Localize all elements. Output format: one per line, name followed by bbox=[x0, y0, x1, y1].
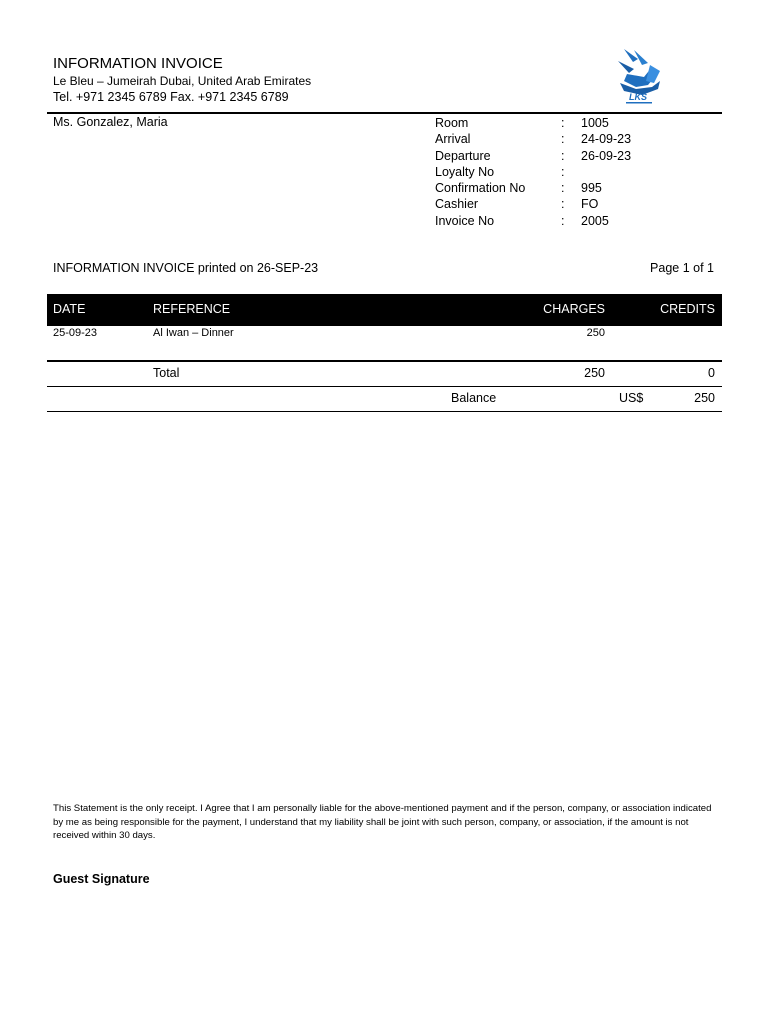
page-number: Page 1 of 1 bbox=[650, 261, 714, 275]
stay-details bbox=[435, 115, 631, 229]
detail-value: 26-09-23 bbox=[581, 148, 632, 163]
column-header-charges: CHARGES bbox=[543, 302, 605, 316]
detail-value: FO bbox=[581, 197, 599, 212]
table-row bbox=[47, 327, 722, 343]
detail-label: Invoice No bbox=[435, 213, 495, 228]
invoice-title: INFORMATION INVOICE bbox=[53, 55, 223, 72]
detail-cashier bbox=[435, 196, 631, 212]
column-header-date: DATE bbox=[53, 302, 86, 316]
detail-label: Loyalty No bbox=[435, 164, 495, 179]
guest-name: Ms. Gonzalez, Maria bbox=[53, 115, 168, 129]
detail-loyalty bbox=[435, 164, 631, 180]
detail-value: 1005 bbox=[581, 116, 609, 130]
balance-divider bbox=[47, 386, 722, 387]
detail-value: 24-09-23 bbox=[581, 132, 632, 147]
hotel-address: Le Bleu – Jumeirah Dubai, United Arab Emirates bbox=[53, 74, 312, 88]
total-row bbox=[47, 366, 722, 384]
hotel-contact: Tel. +971 2345 6789 Fax. +971 2345 6789 bbox=[53, 90, 289, 104]
total-divider bbox=[47, 360, 722, 362]
row-reference: Al Iwan – Dinner bbox=[153, 327, 234, 339]
detail-arrival bbox=[435, 131, 631, 147]
column-header-credits: CREDITS bbox=[660, 302, 715, 316]
liability-statement: This Statement is the only receipt. I Agree that I am personally liable for the above-mentioned payment and if the person, company, or association indicated by me as being responsible for the payment, I understand that my liability shall be joint with such person, company, or association, if the amount is not received within 30 days. bbox=[53, 803, 712, 841]
detail-label: Confirmation No bbox=[435, 181, 526, 196]
detail-separator: : bbox=[561, 116, 565, 130]
svg-text:LKS: LKS bbox=[629, 92, 647, 102]
detail-label: Departure bbox=[435, 148, 491, 163]
detail-separator: : bbox=[561, 181, 565, 196]
table-bottom-divider bbox=[47, 411, 722, 412]
table-header bbox=[47, 294, 722, 326]
balance-label: Balance bbox=[451, 391, 497, 405]
detail-departure bbox=[435, 148, 631, 164]
detail-label: Room bbox=[435, 116, 469, 130]
detail-confirmation bbox=[435, 180, 631, 196]
total-credits: 0 bbox=[708, 366, 715, 380]
detail-separator: : bbox=[561, 213, 565, 228]
detail-separator: : bbox=[561, 132, 565, 147]
total-label: Total bbox=[153, 366, 180, 380]
detail-separator: : bbox=[561, 164, 565, 179]
total-charges: 250 bbox=[584, 366, 605, 380]
hotel-logo bbox=[614, 47, 668, 105]
row-date: 25-09-23 bbox=[53, 327, 98, 339]
guest-signature-label: Guest Signature bbox=[53, 872, 150, 886]
header-divider bbox=[47, 112, 722, 114]
detail-invoice-no bbox=[435, 213, 631, 229]
logo-icon bbox=[614, 47, 668, 105]
detail-separator: : bbox=[561, 148, 565, 163]
detail-label: Arrival bbox=[435, 132, 471, 147]
balance-amount: 250 bbox=[694, 391, 715, 405]
printed-on-line: INFORMATION INVOICE printed on 26-SEP-23 bbox=[53, 261, 319, 275]
detail-value: 2005 bbox=[581, 213, 609, 228]
detail-separator: : bbox=[561, 197, 565, 212]
detail-room bbox=[435, 115, 631, 131]
balance-row bbox=[47, 391, 722, 409]
detail-label: Cashier bbox=[435, 197, 479, 212]
balance-currency: US$ bbox=[619, 391, 644, 405]
row-charges: 250 bbox=[586, 327, 605, 339]
column-header-reference: REFERENCE bbox=[153, 302, 231, 316]
detail-value: 995 bbox=[581, 181, 602, 196]
